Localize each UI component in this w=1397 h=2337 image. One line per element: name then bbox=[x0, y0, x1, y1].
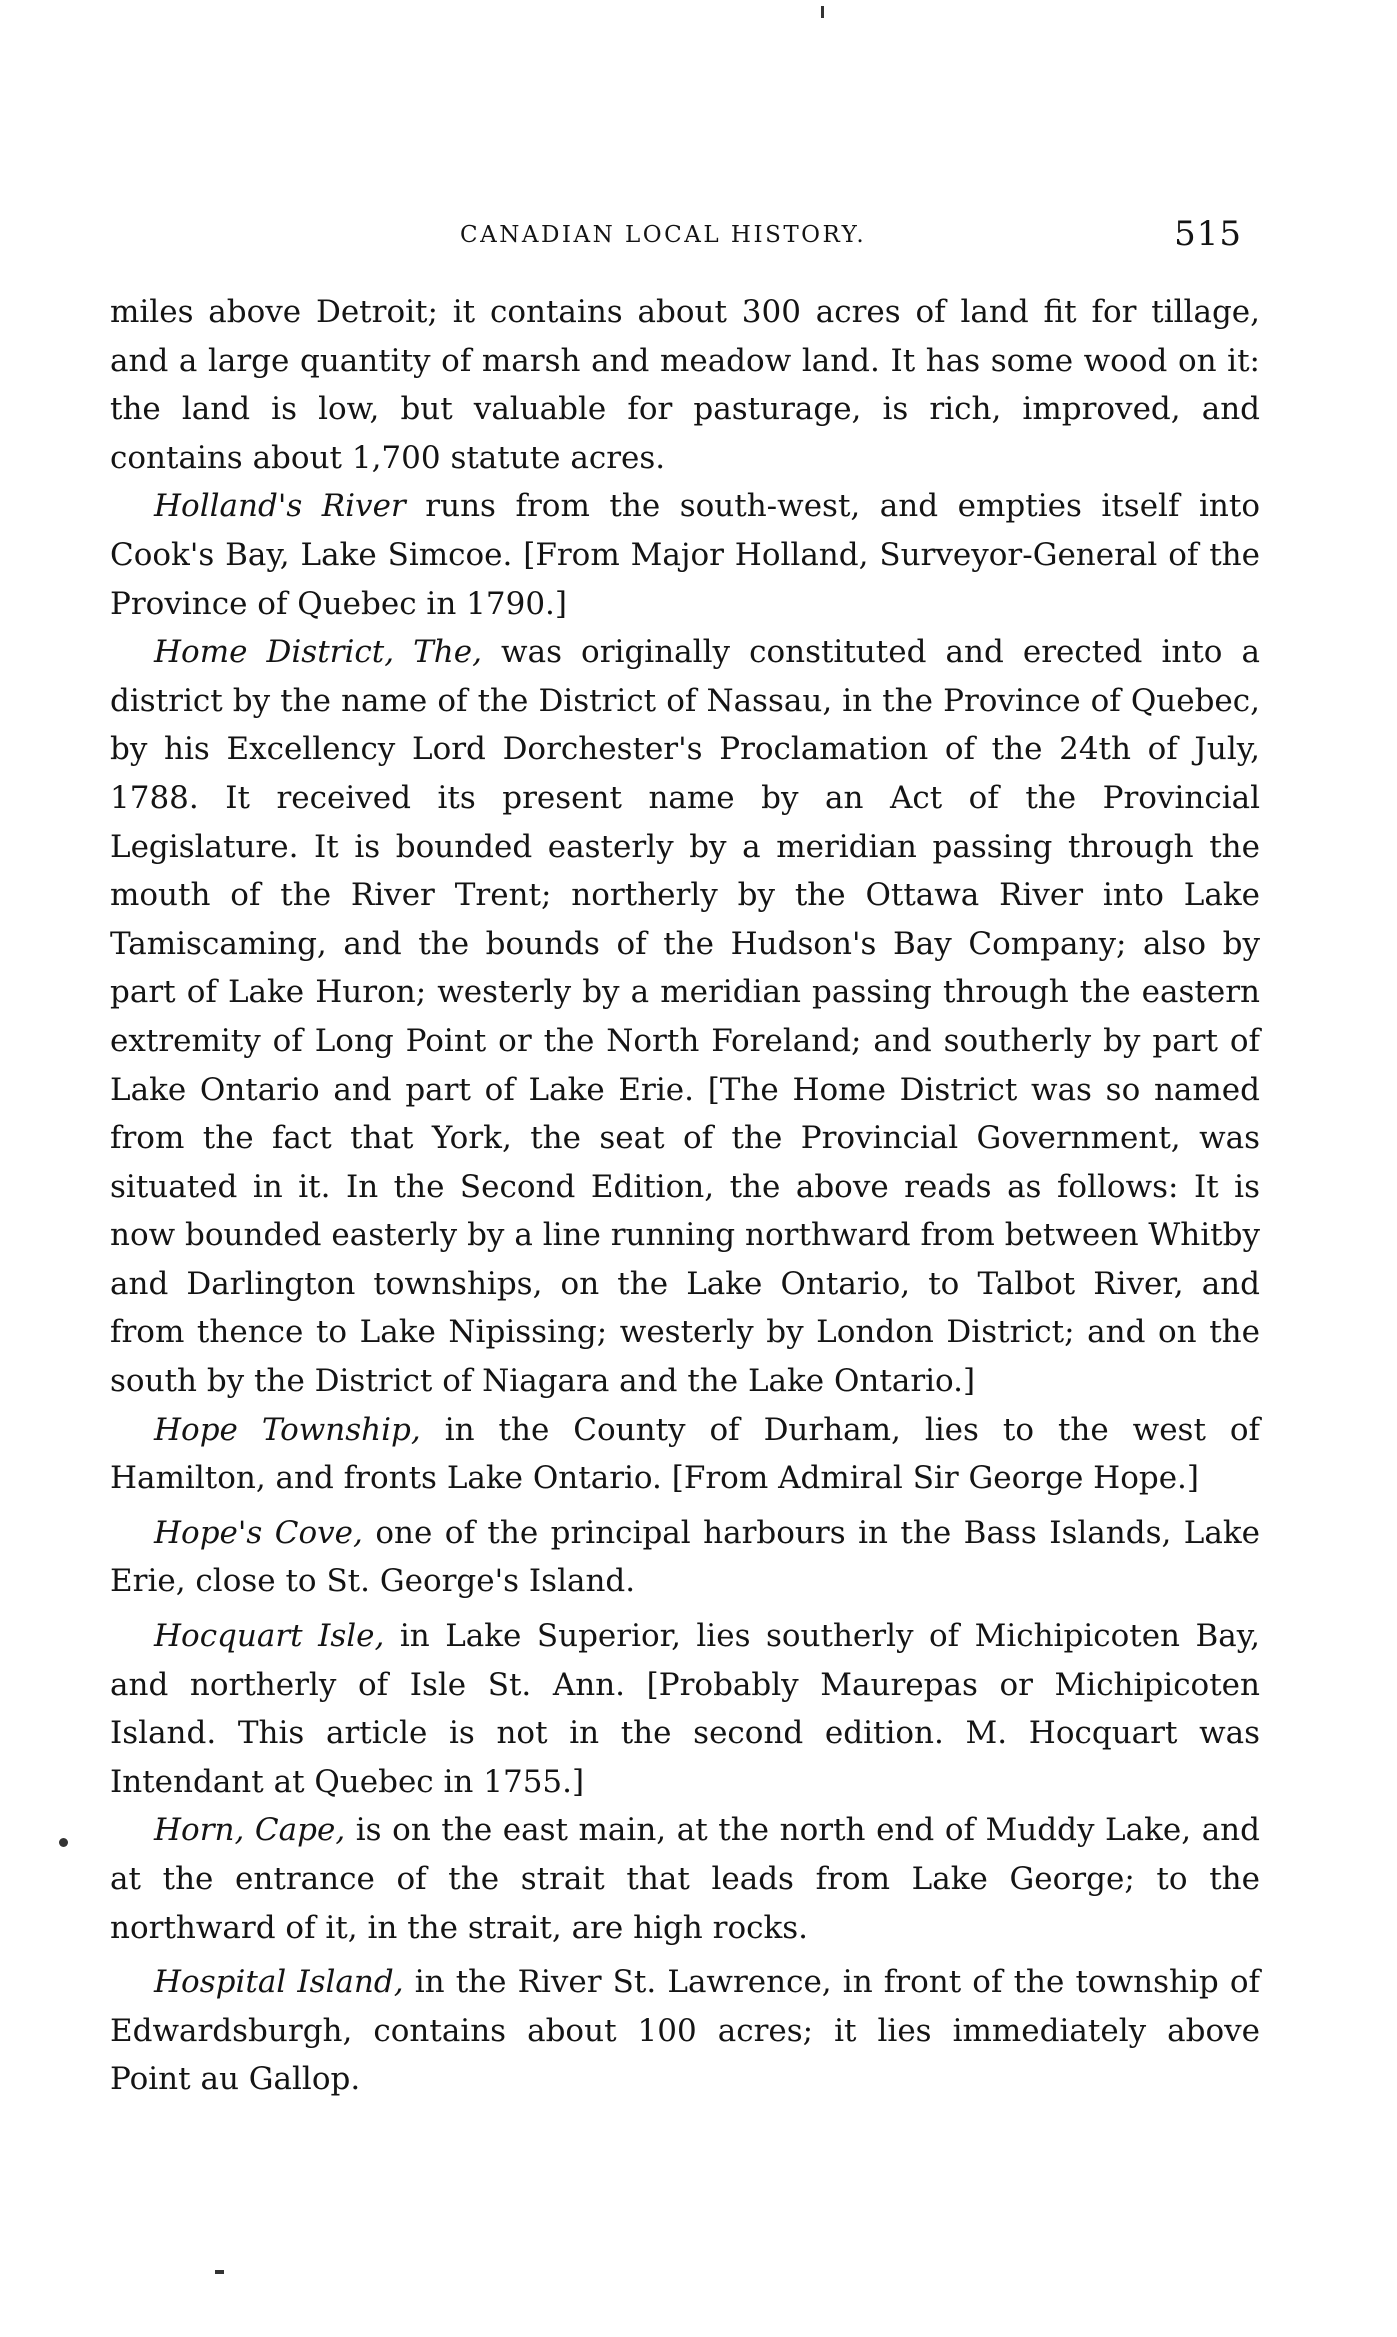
entry-headword: Holland's River bbox=[154, 488, 406, 525]
entry-headword: Hope Township, bbox=[154, 1411, 421, 1448]
entry-text: is on the east main, at the north end of Muddy Lake, and at the entrance of the strait that leads from Lake George; to the northward of it, in the strait, are high rocks. bbox=[110, 1812, 1260, 1946]
entry-text: in the River St. Lawrence, in front of the township of Edwardsburgh, contains about 100 acres; it lies immediately above Point au Gallop. bbox=[110, 1964, 1261, 2098]
entry-text: was originally constituted and erected into a district by the name of the District of Nassau, in the Province of Quebec, by his Excellency Lord Dorchester's Proclamation of the 24th of July, 1788. It received its present name by an Act of the Provincial Legislature. It is bounded easterly by a meridian passing through the mouth of the River Trent; northerly by the Ottawa River into Lake Tamiscaming, and the bounds of the Hudson's Bay Company; also by part of Lake Huron; westerly by a meridian passing through the eastern extremity of Long Point or the North Foreland; and southerly by part of Lake Ontario and part of Lake Erie. [The Home District was so named from the fact that York, the seat of the Provincial Government, was situated in it. In the Second Edition, the above reads as follows: It is now bounded easterly by a line running northward from between Whitby and Darlington townships, on the Lake Ontario, to Talbot River, and from thence to Lake Nipissing; westerly by London District; and on the south by the District of Niagara and the Lake Ontario.] bbox=[110, 634, 1261, 1400]
entry-hopes-cove bbox=[110, 1509, 1260, 1606]
print-speck bbox=[821, 6, 824, 18]
entry-horn-cape bbox=[110, 1806, 1260, 1952]
print-speck bbox=[215, 2270, 224, 2274]
entry-hospital-island bbox=[110, 1958, 1260, 2104]
continuation-paragraph: miles above Detroit; it contains about 300 acres of land fit for tillage, and a large quantity of marsh and meadow land. It has some wood on it: the land is low, but valuable for pasturage, is rich, improved, and contains about 1,700 statute acres. bbox=[110, 294, 1260, 476]
ink-dot bbox=[59, 1838, 68, 1847]
entry-hope-township bbox=[110, 1406, 1260, 1503]
entry-headword: Hocquart Isle, bbox=[154, 1618, 385, 1655]
body-text bbox=[110, 288, 1260, 2104]
page-number: 515 bbox=[1174, 214, 1242, 254]
entry-hollands-river bbox=[110, 482, 1260, 628]
entry-headword: Hospital Island, bbox=[154, 1964, 404, 2001]
running-header bbox=[100, 214, 1280, 258]
entry-headword: Horn, Cape, bbox=[154, 1812, 346, 1849]
entry-hocquart-isle bbox=[110, 1612, 1260, 1806]
entry-headword: Hope's Cove, bbox=[154, 1514, 363, 1551]
entry-text: in Lake Superior, lies southerly of Michipicoten Bay, and northerly of Isle St. Ann. [Probably Maurepas or Michipicoten Island. This article is not in the second edition. M. Hocquart was Intendant at Quebec in 1755.] bbox=[110, 1618, 1261, 1800]
entry-text: in the County of Durham, lies to the west of Hamilton, and fronts Lake Ontario. [From Admiral Sir George Hope.] bbox=[110, 1411, 1260, 1497]
entry-home-district bbox=[110, 628, 1260, 1406]
entry-text: one of the principal harbours in the Bass Islands, Lake Erie, close to St. George's Island. bbox=[110, 1514, 1260, 1600]
entry-headword: Home District, The, bbox=[154, 634, 482, 671]
running-title: CANADIAN LOCAL HISTORY. bbox=[460, 222, 867, 248]
entry-text: runs from the south-west, and empties itself into Cook's Bay, Lake Simcoe. [From Major Holland, Surveyor-General of the Province of Quebec in 1790.] bbox=[110, 488, 1260, 622]
